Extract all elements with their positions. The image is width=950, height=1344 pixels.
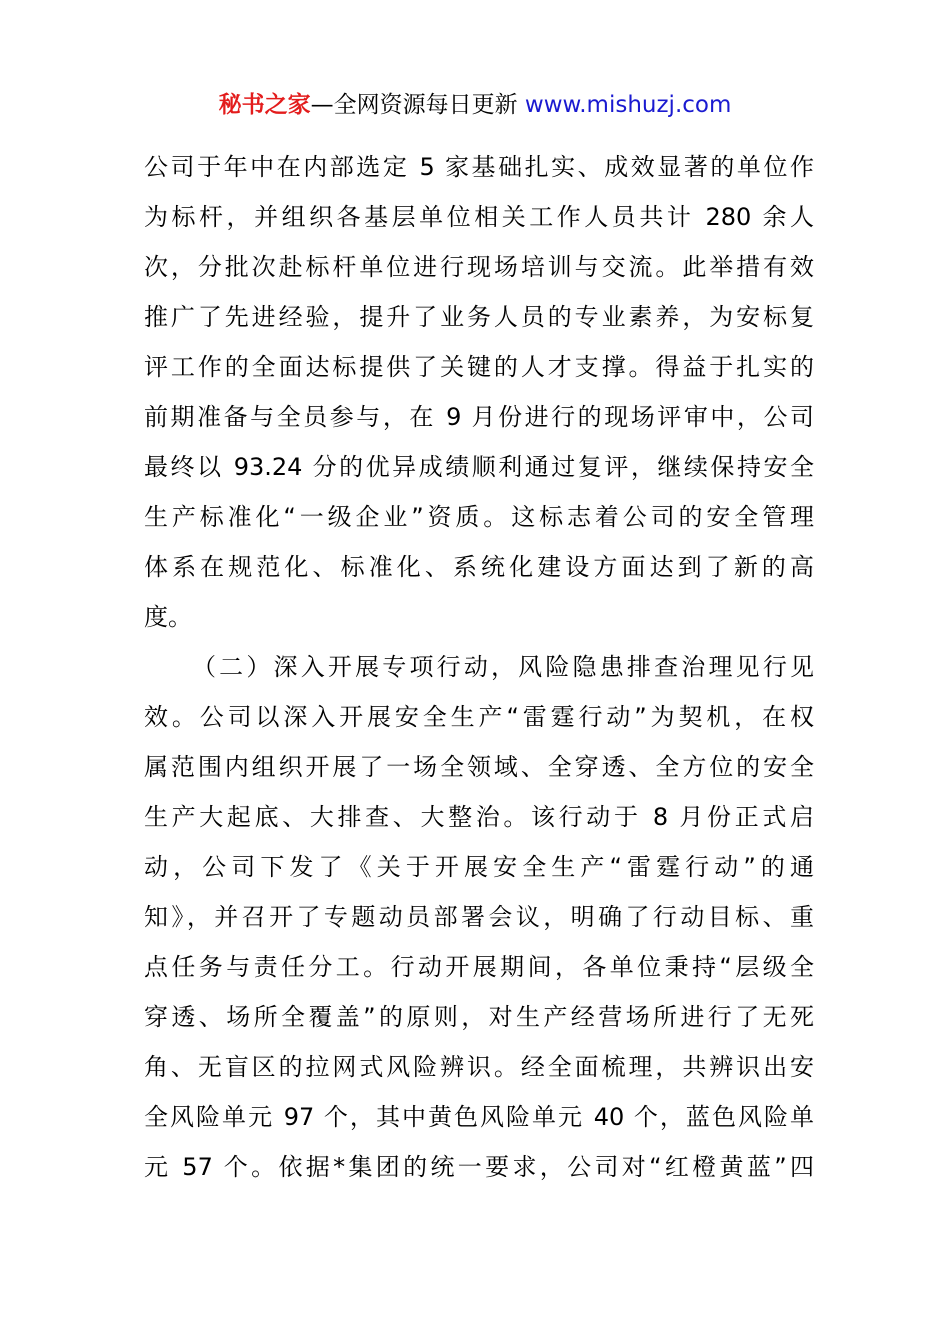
text-line: 公司于年中在内部选定 5 家基础扎实、成效显著的单位作 <box>144 153 814 181</box>
text-line: 为标杆，并组织各基层单位相关工作人员共计 280 余人 <box>144 203 814 231</box>
site-tagline: —全网资源每日更新 <box>310 92 525 118</box>
text-line: 知》，并召开了专题动员部署会议，明确了行动目标、重 <box>144 903 814 931</box>
text-line: 前期准备与全员参与，在 9 月份进行的现场评审中，公司 <box>144 403 814 431</box>
text-line: 动，公司下发了《关于开展安全生产“雷霆行动”的通 <box>144 853 814 881</box>
site-brand: 秘书之家 <box>218 92 311 118</box>
text-line: 生产大起底、大排查、大整治。该行动于 8 月份正式启 <box>144 803 814 831</box>
text-line: 评工作的全面达标提供了关键的人才支撑。得益于扎实的 <box>144 353 814 381</box>
text-line: 度。 <box>144 603 192 631</box>
section-heading-line: （二）深入开展专项行动，风险隐患排查治理见行见 <box>192 653 814 681</box>
text-line: 最终以 93.24 分的优异成绩顺利通过复评，继续保持安全 <box>144 453 814 481</box>
text-line: 属范围内组织开展了一场全领域、全穿透、全方位的安全 <box>144 753 814 781</box>
site-header <box>0 88 950 122</box>
text-line: 全风险单元 97 个，其中黄色风险单元 40 个，蓝色风险单 <box>144 1103 814 1131</box>
text-line: 元 57 个。依据*集团的统一要求，公司对“红橙黄蓝”四 <box>144 1153 814 1181</box>
text-line: 推广了先进经验，提升了业务人员的专业素养，为安标复 <box>144 303 814 331</box>
site-url[interactable]: www.mishuzj.com <box>524 92 732 118</box>
text-line: 效。公司以深入开展安全生产“雷霆行动”为契机，在权 <box>144 703 814 731</box>
text-line: 点任务与责任分工。行动开展期间，各单位秉持“层级全 <box>144 953 814 981</box>
text-line: 体系在规范化、标准化、系统化建设方面达到了新的高 <box>144 553 814 581</box>
text-line: 穿透、场所全覆盖”的原则，对生产经营场所进行了无死 <box>144 1003 814 1031</box>
text-line: 角、无盲区的拉网式风险辨识。经全面梳理，共辨识出安 <box>144 1053 814 1081</box>
text-line: 次，分批次赴标杆单位进行现场培训与交流。此举措有效 <box>144 253 814 281</box>
document-body <box>144 146 814 1196</box>
text-line: 生产标准化“一级企业”资质。这标志着公司的安全管理 <box>144 503 814 531</box>
